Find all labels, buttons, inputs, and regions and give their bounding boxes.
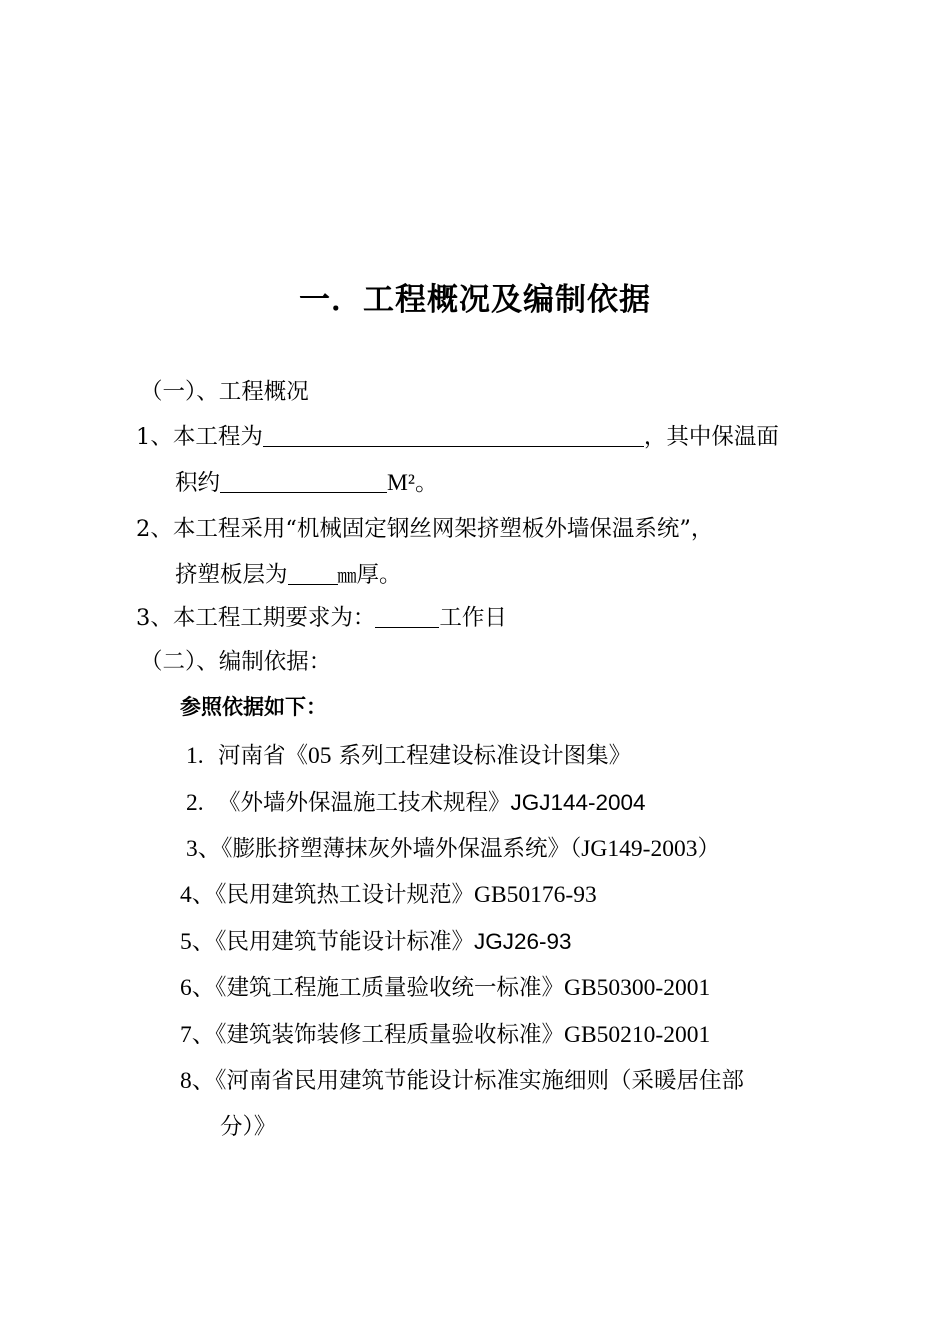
section-heading-basis: （二）、编制依据： <box>140 649 332 675</box>
ref-5-code: JGJ26-93 <box>474 929 572 954</box>
thickness-blank <box>288 562 338 585</box>
ref-item-8-continued: 分）》 <box>220 1114 277 1140</box>
ref-6-code: GB50300-2001 <box>564 975 711 1001</box>
ref-5-num: 5、 <box>180 929 216 955</box>
ref-item-3 <box>186 834 720 864</box>
ref-item-6 <box>180 973 710 1003</box>
ref-4-code: GB50176-93 <box>474 882 597 908</box>
item-1-line-1 <box>136 422 779 452</box>
ref-7-text: 《建筑装饰装修工程质量验收标准》 <box>215 1022 565 1048</box>
item-3-suffix: 工作日 <box>439 605 507 631</box>
ref-item-5 <box>180 927 572 957</box>
ref-1-text: 河南省《 <box>217 743 308 769</box>
ref-6-text: 《建筑工程施工质量验收统一标准》 <box>215 975 565 1001</box>
ref-2-num: 2. <box>186 790 204 816</box>
ref-3-text2: ） <box>697 836 720 862</box>
item-2-line-2-prefix: 挤塑板层为 <box>175 562 288 588</box>
ref-8-num: 8、 <box>180 1068 216 1094</box>
ref-3-code: JG149-2003 <box>581 836 698 862</box>
item-2-suffix: 厚。 <box>356 562 402 588</box>
ref-5-text: 《民用建筑节能设计标准》 <box>215 929 475 955</box>
ref-item-1 <box>186 741 631 771</box>
ref-1-code: 05 <box>307 743 332 769</box>
ref-item-7 <box>180 1020 710 1050</box>
ref-3-text: 《膨胀挤塑薄抹灰外墙外保温系统》（ <box>221 836 582 862</box>
ref-item-4 <box>180 880 597 910</box>
ref-3-num: 3、 <box>186 836 222 862</box>
item-2-line-2 <box>175 560 402 591</box>
ref-2-code: JGJ144-2004 <box>510 790 646 815</box>
duration-blank <box>375 605 439 628</box>
ref-7-num: 7、 <box>180 1022 216 1048</box>
thickness-unit: ㎜ <box>337 565 357 587</box>
ref-7-code: GB50210-2001 <box>564 1022 711 1048</box>
ref-2-text: 《外墙外保温施工技术规程》 <box>217 790 511 816</box>
item-1-line-2-prefix: 积约 <box>175 470 221 496</box>
item-3-prefix: 3、本工程工期要求为： <box>136 605 376 631</box>
item-1-prefix: 1、本工程为 <box>136 424 263 450</box>
project-name-blank <box>263 424 644 447</box>
ref-1-text2: 系列工程建设标准设计图集》 <box>338 743 632 769</box>
page-title: 一．工程概况及编制依据 <box>299 282 651 318</box>
item-1-line-2 <box>175 468 438 498</box>
item-1-suffix: ，其中保温面 <box>643 424 779 450</box>
ref-6-num: 6、 <box>180 975 216 1001</box>
item-3 <box>136 603 507 633</box>
ref-1-num: 1. <box>186 743 204 769</box>
area-unit: M²。 <box>387 470 439 496</box>
ref-4-text: 《民用建筑热工设计规范》 <box>215 882 475 908</box>
area-blank <box>220 470 387 493</box>
item-2-line-1: 2、本工程采用“机械固定钢丝网架挤塑板外墙保温系统”， <box>136 516 714 542</box>
ref-4-num: 4、 <box>180 882 216 908</box>
basis-intro: 参照依据如下： <box>180 695 327 719</box>
ref-item-8 <box>180 1066 744 1096</box>
section-heading-overview: （一）、工程概况 <box>140 379 309 405</box>
ref-item-2 <box>186 788 646 818</box>
ref-8-text: 《河南省民用建筑节能设计标准实施细则（采暖居住部 <box>215 1068 745 1094</box>
